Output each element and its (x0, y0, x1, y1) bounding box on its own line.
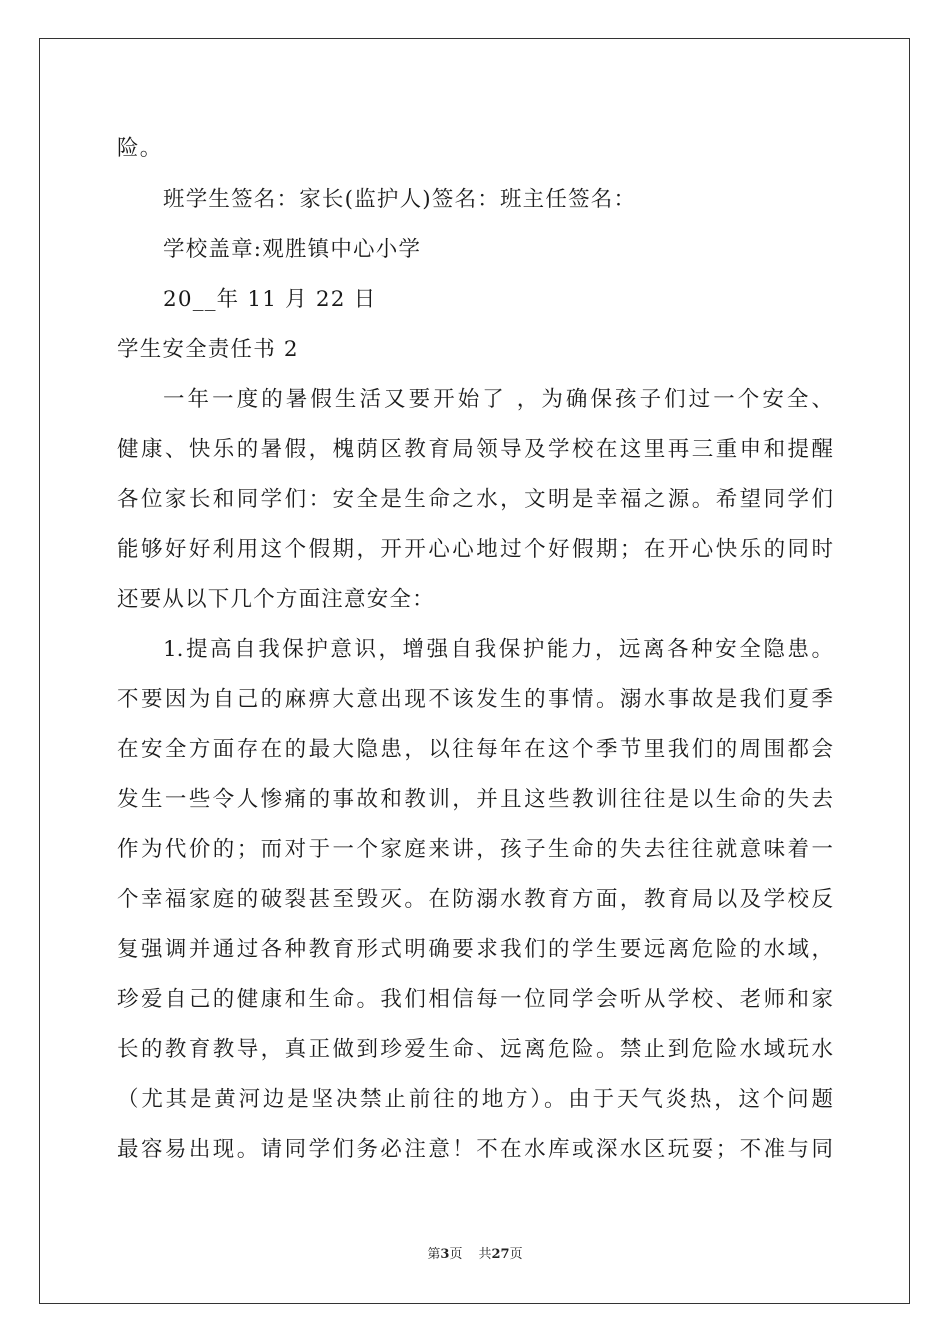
page-prefix: 第 (427, 1247, 441, 1262)
text-line: 健康、快乐的暑假，槐荫区教育局领导及学校在这里再三重申和提醒 (117, 437, 833, 462)
text-line: 各位家长和同学们：安全是生命之水，文明是幸福之源。希望同学们 (117, 487, 833, 512)
text-line: 能够好好利用这个假期，开开心心地过个好假期；在开心快乐的同时 (117, 537, 833, 562)
signature-line: 班学生签名：家长(监护人)签名：班主任签名： (163, 187, 637, 212)
total-suffix: 页 (509, 1247, 523, 1262)
text-line: 珍爱自己的健康和生命。我们相信每一位同学会听从学校、老师和家 (117, 987, 833, 1012)
text-line: 不要因为自己的麻痹大意出现不该发生的事情。溺水事故是我们夏季 (117, 687, 833, 712)
text-line: 一年一度的暑假生活又要开始了 ，为确保孩子们过一个安全、 (163, 387, 833, 412)
date-line: 20__年 11 月 22 日 (163, 287, 377, 312)
text-line: 最容易出现。请同学们务必注意！不在水库或深水区玩耍；不准与同 (117, 1137, 833, 1162)
page-suffix: 页 (449, 1247, 463, 1262)
text-line: 1.提高自我保护意识，增强自我保护能力，远离各种安全隐患。 (163, 637, 833, 662)
text-line: 还要从以下几个方面注意安全： (117, 587, 435, 612)
total-pages: 27 (491, 1247, 510, 1262)
total-prefix: 共 (478, 1247, 492, 1262)
text-line: 发生一些令人惨痛的事故和教训，并且这些教训往往是以生命的失去 (117, 787, 833, 812)
text-line: 个幸福家庭的破裂甚至毁灭。在防溺水教育方面，教育局以及学校反 (117, 887, 833, 912)
text-line: 在安全方面存在的最大隐患，以往每年在这个季节里我们的周围都会 (117, 737, 833, 762)
text-line: （尤其是黄河边是坚决禁止前往的地方）。由于天气炎热，这个问题 (117, 1087, 833, 1112)
page-number: 3 (440, 1247, 450, 1262)
section-title: 学生安全责任书 2 (117, 337, 299, 362)
text-line: 长的教育教导，真正做到珍爱生命、远离危险。禁止到危险水域玩水 (117, 1037, 833, 1062)
page-footer (0, 1246, 950, 1264)
school-seal-line: 学校盖章:观胜镇中心小学 (163, 237, 422, 262)
text-line: 作为代价的；而对于一个家庭来讲，孩子生命的失去往往就意味着一 (117, 837, 833, 862)
text-line: 复强调并通过各种教育形式明确要求我们的学生要远离危险的水域， (117, 937, 833, 962)
text-line: 险。 (117, 136, 163, 161)
